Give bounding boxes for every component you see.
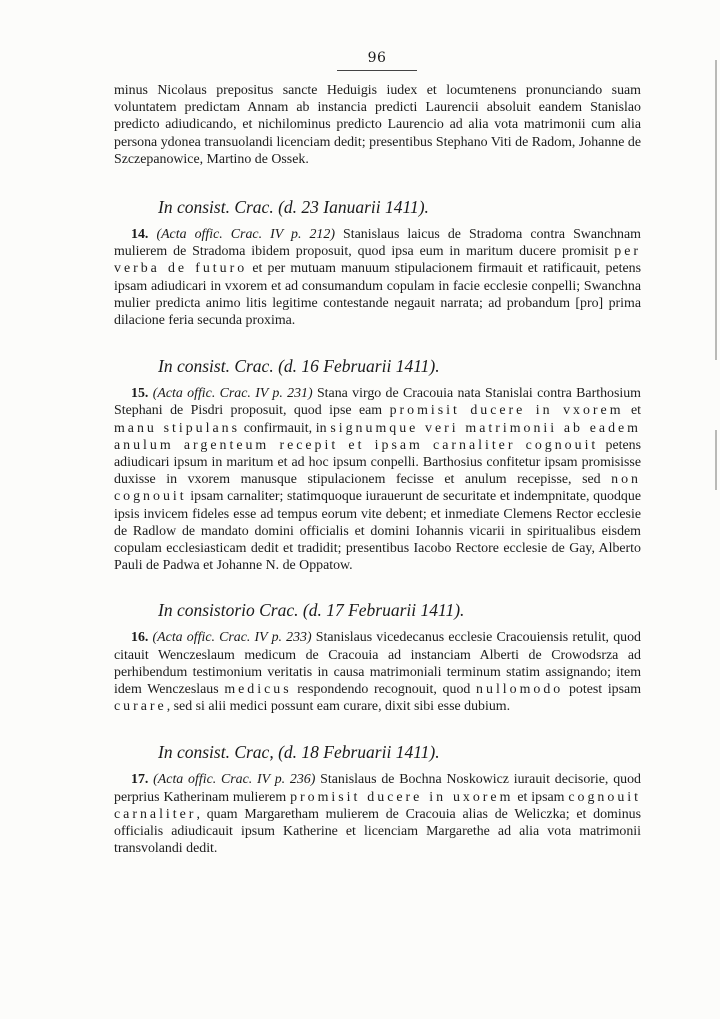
entry-number: 15. (131, 386, 149, 402)
spaced-text: signumque veri matrimonii ab eadem anulum argenteum recepit et ipsam carnaliter cognouit (114, 420, 641, 453)
entry-text: respondendo recognouit, quod (291, 682, 477, 698)
entry-paragraph (114, 226, 641, 329)
entry-text: potest ipsam (563, 682, 642, 698)
entry-heading: In consist. Crac. (d. 23 Ianuarii 1411). (158, 197, 429, 218)
spaced-text: medicus (224, 682, 292, 698)
scan-edge-mark (715, 60, 717, 360)
spaced-text: cognouit carnaliter (114, 789, 641, 822)
entry-text: et ipsam (513, 789, 569, 805)
spaced-text: per verba de futuro (114, 244, 641, 277)
entry-heading: In consist. Crac. (d. 16 Februarii 1411). (158, 356, 440, 377)
entry-text: et (623, 403, 641, 419)
page-number-rule (337, 70, 417, 71)
entry-text: Stanislaus vicedecanus ecclesie Cracouiensis retulit, quod citauit Wenczeslaum medicum de Cracouia ad instanciam Alberti de Crowodsrza ad perhibendum testimonium veritatis in causa matrimoniali terminum statim assignando; item idem Wenczeslaus (114, 630, 641, 698)
entry-text: et per mutuam manuum stipulacionem firmauit et ratificauit, petens ipsam adiudicari in vxorem et ad consumandum copulam in facie ecclesie conpelli; Swanchna mulier predicta animo litis legitime contestande negauit narrata; ad probandum [pro] prima dilacione feria secunda proxima. (114, 261, 641, 329)
entry-heading: In consistorio Crac. (d. 17 Februarii 1411). (158, 600, 465, 621)
spaced-text: promisit ducere in vxorem (389, 403, 624, 419)
spaced-text: promisit ducere in uxorem (290, 789, 514, 805)
entry-text: Stana virgo de Cracouia nata Stanislai contra Barthosium Stephani de Pisdri proposuit, quod ipse eam (114, 386, 641, 419)
entry-text: Stanislaus laicus de Stradoma contra Swanchnam mulierem de Stradoma ibidem proposuit, quod ipsa eum in maritum ducere promisit (114, 227, 641, 260)
entry-text: , sed si alii medici possunt eam curare, dixit sibi esse dubium. (166, 699, 511, 715)
entry-paragraph (114, 771, 641, 857)
entry-reference: (Acta offic. Crac. IV p. 236) (153, 772, 316, 788)
entry-reference: (Acta offic. Crac. IV p. 231) (152, 386, 313, 402)
spaced-text: manu stipulans (114, 420, 241, 436)
continuation-paragraph: minus Nicolaus prepositus sancte Heduigis iudex et locumtenens pronunciando suam voluntatem predictam Annam ab instancia predicti Laurencii absoluit eandem Stanislao predicto adiudicando, et nichilominus predicto Laurencio ad alia vota matrimonii cum alia persona ydonea transuolandi licenciam dedit; presentibus Stephano Viti de Radom, Johanne de Szczepanowice, Martino de Ossek. (114, 83, 641, 167)
entry-reference: (Acta offic. Crac. IV p. 212) (156, 227, 335, 243)
entry-text: ipsam carnaliter; statimquoque iurauerunt de securitate et indempnitate, quodque ipsis invicem fideles esse ad tempus eorum vite debent; et inmediate Clemens Rector ecclesie de Radlow de mandato domini officialis et domini Iohannis vicarii in spiritualibus eisdem copulam ecclesiasticam dedit et tradidit; presentibus Iacobo Rectore ecclesie de Gay, Alberto Pauli de Padwa et Johanne N. de Oppatow. (114, 489, 641, 574)
entry-text: petens adiudicari ipsum in maritum et ad hoc ipsum conpelli. Barthosius confitetur ipsam promisisse duxisse in vxorem manusque stipulacionem fecisse et anulum recepisse, sed (114, 437, 641, 488)
entry-paragraph (114, 629, 641, 715)
entry-number: 17. (131, 772, 149, 788)
page-number: 96 (367, 50, 387, 66)
entry-paragraph (114, 385, 641, 574)
entry-number: 16. (131, 630, 149, 646)
entry-reference: (Acta offic. Crac. IV p. 233) (152, 630, 312, 646)
entry-heading: In consist. Crac, (d. 18 Februarii 1411). (158, 742, 440, 763)
spaced-text: nullomodo (476, 682, 564, 698)
entry-text: , quam Margaretham mulierem de Cracouia alias de Weliczka; et dominus officialis adiudicauit ipsum Katherine et licenciam Margarethe ad alia vota matrimonii transvolandi dedit. (114, 806, 641, 857)
entry-text: Stanislaus de Bochna Noskowicz iurauit decisorie, quod perprius Katherinam mulierem (114, 772, 641, 805)
document-body (114, 82, 641, 858)
entry-number: 14. (131, 227, 149, 243)
spaced-text: curare (114, 699, 167, 715)
entry-text: confirmauit, in (240, 420, 331, 436)
spaced-text: non cognouit (114, 472, 641, 505)
scan-edge-mark (715, 430, 717, 490)
